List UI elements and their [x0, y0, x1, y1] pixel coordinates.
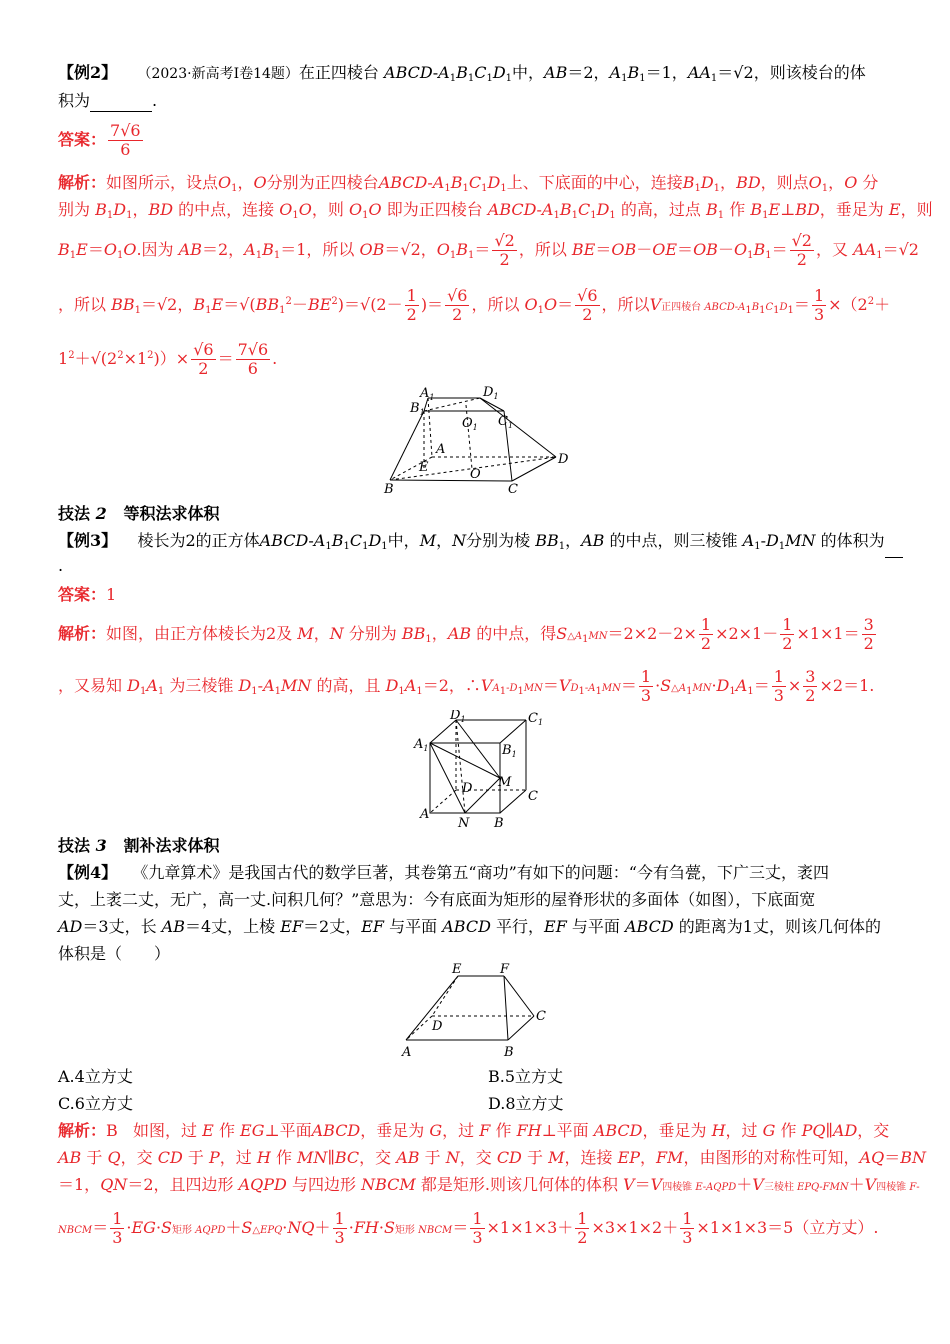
ex2-question-line1: 【例2】 （2023·新高考Ⅰ卷14题）在正四棱台 ABCD-$A_1B_1C_1D_1$中，AB＝2，$A_1B_1=1$，$AA_1=√2$，则该棱台的体	[58, 63, 866, 84]
label-o1: $O_1$	[462, 416, 478, 432]
frustum-figure	[380, 385, 580, 497]
label-b: B	[384, 482, 394, 497]
label-c: C	[528, 789, 538, 804]
ex3-analysis-line1: 解析：如图，由正方体棱长为2及 M，N 分别为 $BB_1$，AB 的中点，得$S\triangle A_1MN=2\times 2-2\times$ $\frac{1}{2}$ ×2×1－ $\frac{1}{2}$ ×1×1＝ $\frac{3}{2}$	[58, 615, 874, 653]
example-tag: 【例2】	[58, 63, 118, 82]
label-n: N	[458, 816, 470, 831]
label-a: A	[420, 807, 430, 822]
ex3-question-line1: 【例3】 棱长为2的正方体ABCD-$A_1B_1C_1D_1$中，M，N分别为棱 $BB_1$，AB 的中点，则三棱锥 $A_1-D_1MN$ 的体积为	[58, 530, 892, 558]
ridge-solid-figure	[398, 962, 558, 1060]
label-c: C	[536, 1009, 546, 1024]
label-d1: $D_1$	[450, 710, 466, 724]
ex2-analysis-line4: ，所以 $BB_1=√2$，$B_1E=√(BB_1^2-BE^2)=√(2-$ $\frac{1}{2}$ )＝ $\frac{√6}{2}$ ，所以 $O_1O=$ $\frac{√6}{2}$ ，所以V正四棱台 ABCD-$A_1B_1C_1D_1=$ $\frac{1}{3}$ $\times(2^2+$	[58, 286, 891, 324]
label-d: D	[462, 781, 473, 796]
label-c1: $C_1$	[528, 711, 544, 727]
ex3-answer: 答案：1	[58, 585, 117, 604]
label-e: E	[452, 962, 462, 977]
label-d: D	[432, 1019, 443, 1034]
option-d[interactable]: D.8立方丈	[488, 1094, 564, 1113]
ex4-analysis-line2: AB 于 Q，交 CD 于 P，过 H 作 MN∥BC，交 AB 于 N，交 CD 于 M，连接 EP，FM，由图形的对称性可知，AQ＝BN	[58, 1148, 926, 1167]
ex2-question-line2: 积为 .	[58, 91, 158, 110]
ex4-analysis-line4: NBCM＝ $\frac{1}{3}$ ·EG·S矩形 AQPD＋S△EPQ·NQ＋ $\frac{1}{3}$ ·FH·S矩形 NBCM＝ $\frac{1}{3}$ ×1×1×3＋ $\frac{1}{2}$ ×3×1×2＋ $\frac{1}{3}$ ×1×1×3＝5（立方丈）.	[58, 1209, 879, 1247]
label-a1: $A_1$	[420, 386, 435, 402]
cube-figure	[408, 710, 548, 832]
ex2-analysis-line1: 解析：如图所示，设点$O_1$，O分别为正四棱台ABCD-$A_1B_1C_1D_1$上、下底面的中心，连接$B_1D_1$，BD，则点$O_1$，O 分	[58, 173, 879, 194]
label-e: E	[419, 460, 429, 475]
option-c[interactable]: C.6立方丈	[58, 1094, 133, 1113]
label-f: F	[500, 962, 510, 977]
label-b: B	[494, 816, 504, 831]
label-a1: $A_1$	[414, 737, 429, 753]
ex3-question-line2: .	[58, 556, 64, 575]
source-note: （2023·新高考Ⅰ卷14题）	[137, 66, 299, 82]
edge-d1d	[480, 398, 556, 457]
ex2-analysis-line3: $B_1E=O_1O$.因为 AB＝2，$A_1B_1=1$，所以 OB＝√2，$O_1B_1=$ $\frac{√2}{2}$ ，所以 $BE=OB-OE=OB-O_1B_1=$ $\frac{√2}{2}$ ，又 $AA_1=√2$	[58, 231, 919, 269]
label-d1: $D_1$	[483, 385, 499, 401]
ex2-answer: 答案： $\frac{7√6}{6}$	[58, 121, 141, 159]
answer-blank	[90, 95, 152, 112]
ex4-question-line4: 体积是（ ）	[58, 944, 171, 963]
ex4-question-line2: 丈，上袤二丈，无广，高一丈.问积几何？”意思为：今有底面为矩形的屋脊形状的多面体（如图），下底面宽	[58, 890, 816, 909]
label-m: M	[498, 775, 512, 790]
ex2-analysis-line5: $1^2+√(2^2\times 1^2))\times$ $\frac{√6}{2}$ ＝ $\frac{7√6}{6}$ .	[58, 340, 278, 378]
edge-bc	[390, 480, 512, 481]
technique-2-heading: 技法 2 等积法求体积	[58, 504, 220, 523]
label-c: C	[508, 482, 518, 497]
ex4-question-line3: AD＝3丈，长 AB＝4丈，上棱 EF＝2丈，EF 与平面 ABCD 平行，EF 与平面 ABCD 的距离为1丈，则该几何体的	[58, 917, 881, 936]
ex4-question-line1: 【例4】 《九章算术》是我国古代的数学巨著，其卷第五“商功”有如下的问题：“今有刍甍，下广三丈，袤四	[58, 863, 829, 882]
ex2-analysis-line2: 别为 $B_1D_1$，BD 的中点，连接 $O_1O$，则 $O_1O$ 即为正四棱台 ABCD-$A_1B_1C_1D_1$ 的高，过点 $B_1$ 作 $B_1E\perp BD$，垂足为 E，则	[58, 200, 933, 221]
option-a[interactable]: A.4立方丈	[58, 1067, 133, 1086]
label-a: A	[402, 1045, 412, 1060]
label-b1: $B_1$	[410, 401, 425, 417]
technique-3-heading: 技法 3 割补法求体积	[58, 836, 220, 855]
option-b[interactable]: B.5立方丈	[488, 1067, 564, 1086]
label-d: D	[558, 452, 569, 467]
ex3-analysis-line2: ，又易知 $D_1A_1$ 为三棱锥 $D_1-A_1MN$ 的高，且 $D_1A_1=2$，$\therefore VA_1-D_1MN=VD_1-A_1MN=$ $\frac{1}{3}$ $\cdot S\triangle A_1MN\cdot D_1A_1=$ $\frac{1}{3}$ × $\frac{3}{2}$ ×2＝1.	[58, 667, 875, 705]
label-b: B	[504, 1045, 514, 1060]
ex4-analysis-line3: ＝1，QN＝2，且四边形 AQPD 与四边形 NBCM 都是矩形.则该几何体的体积 V＝V四棱锥 E-AQPD＋V三棱柱 EPQ-FMN＋V四棱锥 F-	[58, 1175, 920, 1194]
label-a: A	[436, 442, 446, 457]
edge-cd	[512, 457, 556, 481]
label-c1: $C_1$	[498, 414, 514, 430]
label-b1: $B_1$	[502, 743, 517, 759]
ex4-analysis-line1: 解析：B 如图，过 E 作 EG⊥平面ABCD，垂足为 G，过 F 作 FH⊥平面 ABCD，垂足为 H，过 G 作 PQ∥AD，交	[58, 1121, 890, 1140]
label-o: O	[470, 467, 481, 482]
